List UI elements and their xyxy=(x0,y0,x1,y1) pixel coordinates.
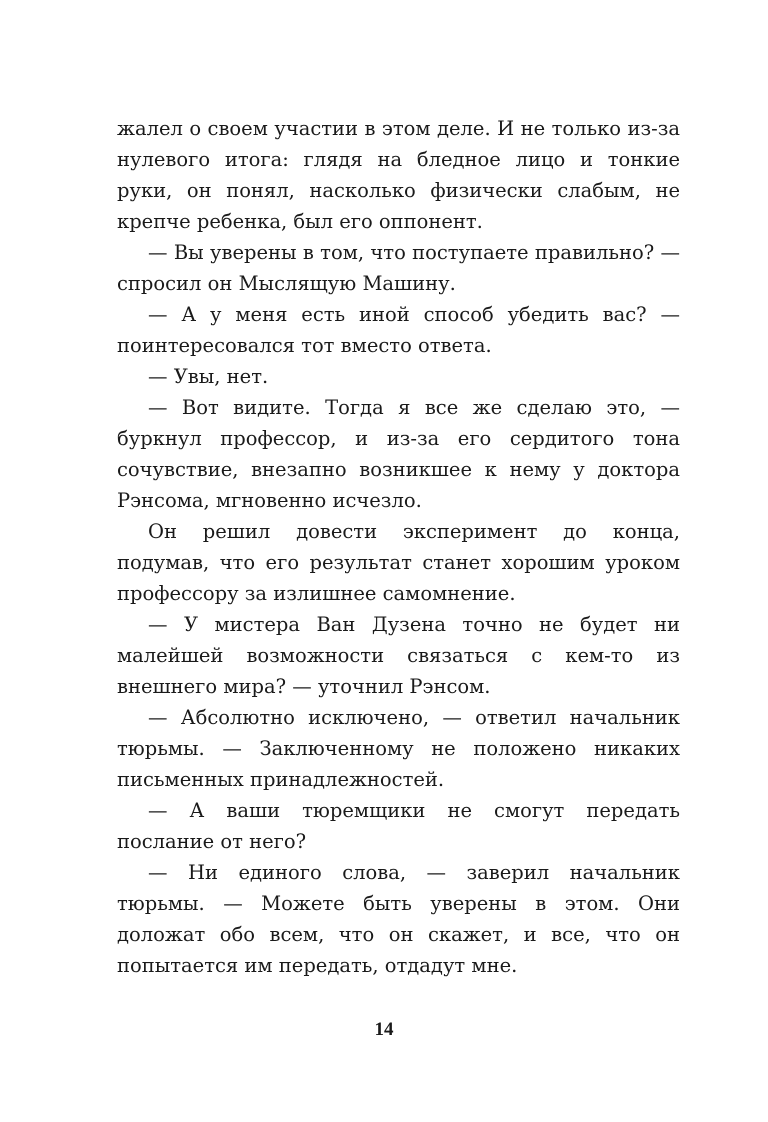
page-number: 14 xyxy=(374,1019,394,1040)
dialogue-paragraph: — Ни единого слова, — заверил начальник тюрьмы. — Можете быть уверены в этом. Они доложат обо всем, что он скажет, и все, что он попытается им передать, отдадут мне. xyxy=(117,861,680,977)
dialogue-paragraph: — А ваши тюремщики не смогут передать послание от него? xyxy=(117,799,680,853)
paragraph-continuation: жалел о своем участии в этом деле. И не только из-за нулевого итога: глядя на бледное лицо и тонкие руки, он понял, насколько физически слабым, не крепче ребенка, был его оппонент. xyxy=(117,117,680,233)
dialogue-paragraph: — Абсолютно исключено, — ответил начальник тюрьмы. — Заключенному не положено никаких письменных принадлежностей. xyxy=(117,706,680,791)
dialogue-paragraph: — А у меня есть иной способ убедить вас? — поинтересовался тот вместо ответа. xyxy=(117,303,680,357)
dialogue-paragraph: — У мистера Ван Дузена точно не будет ни малейшей возможности связаться с кем-то из внешнего мира? — уточнил Рэнсом. xyxy=(117,613,680,698)
body-text xyxy=(117,113,680,981)
dialogue-paragraph: — Вы уверены в том, что поступаете правильно? — спросил он Мыслящую Машину. xyxy=(117,241,680,295)
dialogue-paragraph: — Вот видите. Тогда я все же сделаю это, — буркнул профессор, и из-за его сердитого тона сочувствие, внезапно возникшее к нему у доктора Рэнсома, мгновенно исчезло. xyxy=(117,396,680,512)
narrative-paragraph: Он решил довести эксперимент до конца, подумав, что его результат станет хорошим уроком профессору за излишнее самомнение. xyxy=(117,520,680,605)
dialogue-paragraph: — Увы, нет. xyxy=(148,365,269,388)
